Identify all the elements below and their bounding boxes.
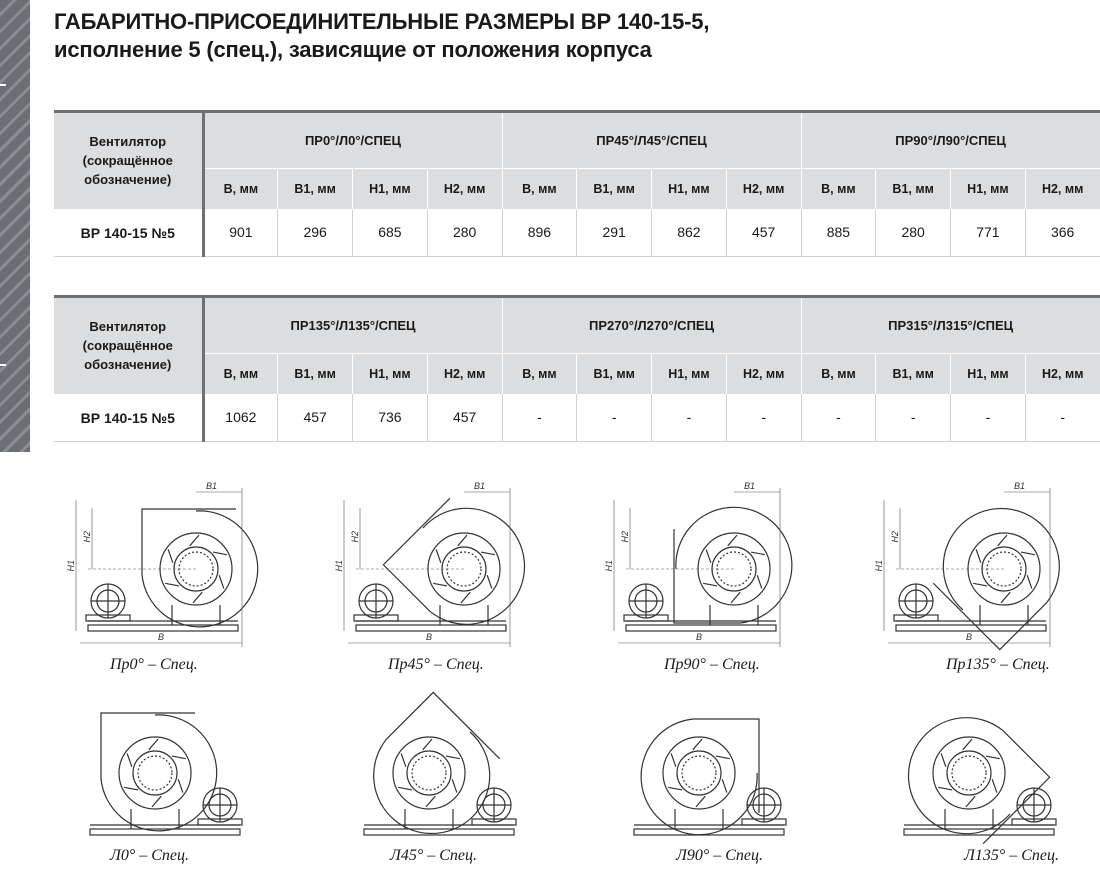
column-header: B, мм xyxy=(502,354,577,395)
fan-column-header xyxy=(54,297,203,395)
title-line-2: исполнение 5 (спец.), зависящие от положения корпуса xyxy=(54,37,652,62)
value-cell: 896 xyxy=(502,209,577,256)
value-cell: 901 xyxy=(203,209,278,256)
column-header: H2, мм xyxy=(726,354,801,395)
impeller-blade xyxy=(461,592,470,603)
dim-b1-label: B1 xyxy=(206,481,218,491)
fan-header-line: (сокращённое xyxy=(82,153,173,169)
impeller-blade xyxy=(124,787,138,790)
value-cell: 457 xyxy=(726,209,801,256)
impeller-blade xyxy=(219,575,224,588)
fan-drawing-svg xyxy=(874,478,1094,653)
value-cell: 885 xyxy=(801,209,876,256)
dim-h1-label: H1 xyxy=(66,559,76,572)
value-cell: 862 xyxy=(652,209,727,256)
column-header: B, мм xyxy=(203,354,278,395)
scroll-outline xyxy=(383,483,548,648)
dim-h2-label: H2 xyxy=(82,530,92,543)
value-cell: 771 xyxy=(951,209,1026,256)
value-cell: - xyxy=(502,394,577,441)
impeller-blade xyxy=(671,753,676,766)
scroll-housing xyxy=(383,483,548,648)
impeller-blade xyxy=(703,583,717,586)
impeller-blade xyxy=(1021,552,1035,555)
dimensions-table-1 xyxy=(54,110,1100,257)
impeller-blade xyxy=(973,583,987,586)
fan-name-cell: ВР 140-15 №5 xyxy=(54,209,203,256)
scroll-housing xyxy=(641,719,759,835)
fan-assembly xyxy=(884,694,1056,845)
dim-b-label: B xyxy=(426,632,433,642)
scroll-housing xyxy=(142,509,258,627)
fan-drawing-right-135 xyxy=(874,478,1094,678)
value-cell: 685 xyxy=(353,209,428,256)
impeller-blade xyxy=(165,583,179,586)
scroll-housing xyxy=(101,713,217,831)
inlet-bolt-circle xyxy=(682,756,716,790)
fan-assembly xyxy=(354,483,549,648)
impeller-blade xyxy=(941,753,946,766)
impeller-blade xyxy=(696,796,705,807)
fan-assembly xyxy=(634,719,786,835)
column-header: H1, мм xyxy=(353,169,428,210)
base-frame xyxy=(90,829,240,835)
drawing-caption: Пр135° – Спец. xyxy=(946,656,1050,673)
dimensions-table-2 xyxy=(54,295,1100,442)
group-header: ПР135°/Л135°/СПЕЦ xyxy=(203,297,502,354)
inlet-bolt-circle xyxy=(138,756,172,790)
impeller-blade xyxy=(998,535,1007,546)
value-cell: 280 xyxy=(876,209,951,256)
impeller-blade xyxy=(446,756,460,759)
fan-column-header xyxy=(54,112,203,210)
impeller-blade xyxy=(728,535,737,546)
inlet-bolt-circle xyxy=(412,756,446,790)
impeller-blade xyxy=(706,549,711,562)
column-header: H2, мм xyxy=(427,354,502,395)
impeller-blade xyxy=(401,753,406,766)
column-header: H1, мм xyxy=(951,354,1026,395)
dim-b-label: B xyxy=(158,632,165,642)
column-header: H1, мм xyxy=(652,169,727,210)
scroll-outline xyxy=(884,694,1049,845)
column-header: B, мм xyxy=(801,169,876,210)
impeller-outer xyxy=(119,737,191,809)
fan-drawing-svg xyxy=(604,478,824,653)
value-cell: - xyxy=(577,394,652,441)
column-header: B1, мм xyxy=(577,169,652,210)
impeller-blade xyxy=(693,739,702,750)
impeller-blade xyxy=(976,549,981,562)
impeller-blade xyxy=(168,549,173,562)
group-header: ПР315°/Л315°/СПЕЦ xyxy=(801,297,1100,354)
column-header: H2, мм xyxy=(726,169,801,210)
drawing-caption: Пр45° – Спец. xyxy=(388,656,484,673)
drawing-caption: Пр90° – Спец. xyxy=(664,656,760,673)
impeller-blade xyxy=(127,753,132,766)
drawing-caption: Л0° – Спец. xyxy=(110,847,190,864)
value-cell: 736 xyxy=(353,394,428,441)
dim-h1-label: H1 xyxy=(874,559,884,572)
impeller-blade xyxy=(172,756,186,759)
dim-b-label: B xyxy=(966,632,973,642)
impeller-blade xyxy=(986,756,1000,759)
drawing-caption: Л90° – Спец. xyxy=(676,847,764,864)
fan-assembly xyxy=(86,509,258,631)
column-header: B1, мм xyxy=(876,169,951,210)
table-row xyxy=(54,394,1100,441)
column-header: H2, мм xyxy=(1025,169,1100,210)
impeller-blade xyxy=(193,592,202,603)
value-cell: - xyxy=(726,394,801,441)
group-header: ПР45°/Л45°/СПЕЦ xyxy=(502,112,801,169)
scroll-housing xyxy=(674,507,792,623)
dim-h1-label: H1 xyxy=(604,559,614,572)
value-cell: 366 xyxy=(1025,209,1100,256)
drawing-caption: Л135° – Спец. xyxy=(964,847,1060,864)
impeller-blade xyxy=(190,535,199,546)
inlet-ring xyxy=(947,751,991,795)
scroll-outline xyxy=(641,719,759,835)
impeller-blade xyxy=(751,552,765,555)
value-cell: - xyxy=(951,394,1026,441)
fan-drawing-svg xyxy=(66,478,286,653)
fan-drawing-svg xyxy=(604,690,824,845)
fan-assembly xyxy=(350,692,516,845)
value-cell: 296 xyxy=(278,209,353,256)
title-line-1: ГАБАРИТНО-ПРИСОЕДИНИТЕЛЬНЫЕ РАЗМЕРЫ ВР 140-15-5, xyxy=(54,9,710,34)
impeller-blade xyxy=(436,549,441,562)
table-row xyxy=(54,209,1100,256)
value-cell: - xyxy=(652,394,727,441)
dim-b-label: B xyxy=(696,632,703,642)
fan-header-line: Вентилятор xyxy=(89,134,167,150)
impeller-blade xyxy=(481,552,495,555)
dimension-lines xyxy=(884,488,1050,647)
column-header: B, мм xyxy=(502,169,577,210)
column-header: B, мм xyxy=(203,169,278,210)
drawing-caption: Л45° – Спец. xyxy=(390,847,478,864)
value-cell: 457 xyxy=(278,394,353,441)
fan-drawing-svg xyxy=(60,690,280,845)
fan-header-line: Вентилятор xyxy=(89,319,167,335)
impeller-blade xyxy=(458,535,467,546)
column-header: H2, мм xyxy=(427,169,502,210)
group-header: ПР90°/Л90°/СПЕЦ xyxy=(801,112,1100,169)
dim-h1-label: H1 xyxy=(334,559,344,572)
fan-drawing-svg xyxy=(334,690,554,845)
page-title xyxy=(54,8,1094,64)
inlet-ring xyxy=(407,751,451,795)
fan-assembly xyxy=(90,713,242,835)
value-cell: 280 xyxy=(427,209,502,256)
value-cell: 1062 xyxy=(203,394,278,441)
impeller-blade xyxy=(722,779,727,792)
fan-drawing-right-0 xyxy=(66,478,286,678)
impeller-blade xyxy=(716,756,730,759)
value-cell: 457 xyxy=(427,394,502,441)
column-header: H1, мм xyxy=(353,354,428,395)
fan-drawing-svg xyxy=(874,690,1094,845)
base-frame xyxy=(364,829,514,835)
base-frame xyxy=(356,625,506,631)
strip-tick xyxy=(0,364,6,366)
impeller-blade xyxy=(757,575,762,588)
column-header: H1, мм xyxy=(951,169,1026,210)
side-decor-strip xyxy=(0,0,30,452)
value-cell: - xyxy=(801,394,876,441)
fan-header-line: обозначение) xyxy=(84,172,172,188)
scroll-outline xyxy=(674,507,792,623)
impeller-blade xyxy=(963,739,972,750)
column-header: B, мм xyxy=(801,354,876,395)
drawing-caption: Пр0° – Спец. xyxy=(110,656,198,673)
impeller-blade xyxy=(426,796,435,807)
inlet-ring xyxy=(133,751,177,795)
column-header: H1, мм xyxy=(652,354,727,395)
dimension-lines xyxy=(76,488,242,647)
impeller-blade xyxy=(938,787,952,790)
dim-h2-label: H2 xyxy=(890,530,900,543)
impeller-blade xyxy=(423,739,432,750)
impeller-blade xyxy=(398,787,412,790)
impeller-blade xyxy=(668,787,682,790)
impeller-blade xyxy=(731,592,740,603)
dim-h2-label: H2 xyxy=(350,530,360,543)
impeller-blade xyxy=(966,796,975,807)
impeller-outer xyxy=(663,737,735,809)
group-header: ПР0°/Л0°/СПЕЦ xyxy=(203,112,502,169)
inlet-bolt-circle xyxy=(952,756,986,790)
column-header: H2, мм xyxy=(1025,354,1100,395)
fan-drawing-right-45 xyxy=(334,478,554,678)
impeller-blade xyxy=(433,583,447,586)
column-header: B1, мм xyxy=(876,354,951,395)
impeller-outer xyxy=(393,737,465,809)
scroll-outline xyxy=(142,509,258,627)
impeller-blade xyxy=(452,779,457,792)
impeller-outer xyxy=(933,737,1005,809)
fan-assembly xyxy=(894,484,1083,649)
fan-header-line: (сокращённое xyxy=(82,338,173,354)
impeller-blade xyxy=(152,796,161,807)
fan-drawing-right-90 xyxy=(604,478,824,678)
impeller-blade xyxy=(1001,592,1010,603)
dimension-lines xyxy=(344,488,510,647)
column-header: B1, мм xyxy=(278,169,353,210)
column-header: B1, мм xyxy=(577,354,652,395)
group-header: ПР270°/Л270°/СПЕЦ xyxy=(502,297,801,354)
dim-b1-label: B1 xyxy=(744,481,756,491)
impeller-blade xyxy=(149,739,158,750)
impeller-blade xyxy=(487,575,492,588)
base-frame xyxy=(626,625,776,631)
value-cell: 291 xyxy=(577,209,652,256)
fan-name-cell: ВР 140-15 №5 xyxy=(54,394,203,441)
dim-b1-label: B1 xyxy=(474,481,486,491)
dim-b1-label: B1 xyxy=(1014,481,1026,491)
impeller-blade xyxy=(178,779,183,792)
impeller-blade xyxy=(992,779,997,792)
value-cell: - xyxy=(1025,394,1100,441)
value-cell: - xyxy=(876,394,951,441)
impeller-blade xyxy=(1027,575,1032,588)
dim-h2-label: H2 xyxy=(620,530,630,543)
fan-header-line: обозначение) xyxy=(84,357,172,373)
column-header: B1, мм xyxy=(278,354,353,395)
scroll-housing xyxy=(884,694,1049,845)
fan-drawing-svg xyxy=(334,478,554,653)
scroll-outline xyxy=(101,713,217,831)
base-frame xyxy=(88,625,238,631)
impeller-blade xyxy=(213,552,227,555)
inlet-ring xyxy=(677,751,721,795)
strip-tick xyxy=(0,84,6,86)
